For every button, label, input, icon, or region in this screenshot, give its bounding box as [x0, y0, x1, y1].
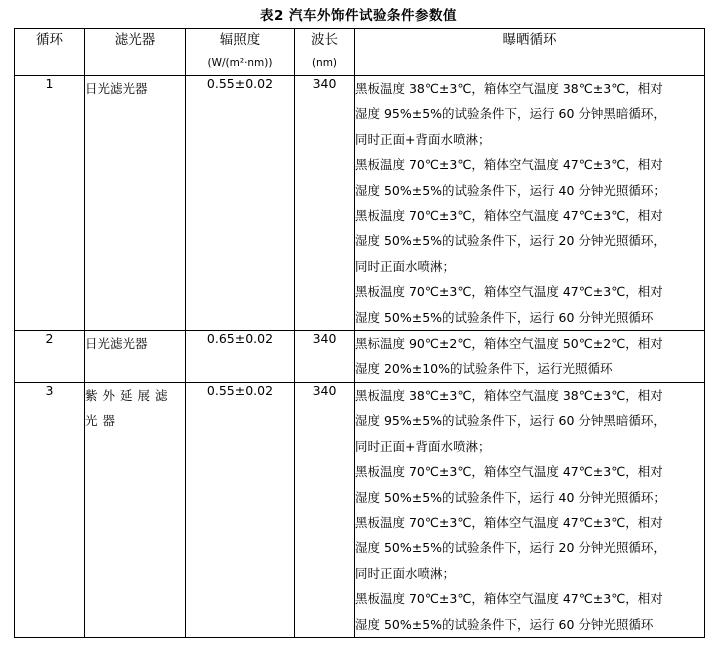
- exposure-line: 湿度 50%±5%的试验条件下，运行 20 分钟光照循环，: [355, 233, 666, 249]
- exposure-line: 同时正面+背面水喷淋；: [355, 438, 491, 454]
- exposure-line: 黑板温度 38℃±3℃，箱体空气温度 38℃±3℃，相对: [355, 81, 663, 96]
- exposure-line: 湿度 95%±5%的试验条件下，运行 60 分钟黑暗循环，: [355, 413, 666, 429]
- cell-filter: 日光滤光器: [85, 331, 186, 383]
- table-row: [15, 382, 705, 637]
- header-wavelength-unit: (nm): [311, 57, 338, 69]
- cell-exposure: [355, 76, 705, 331]
- exposure-line: 同时正面水喷淋；: [355, 565, 456, 581]
- cell-filter: 紫外延展滤光器: [85, 382, 186, 637]
- header-irradiance-unit: (W/(m²·nm)): [207, 57, 273, 69]
- exposure-line: 湿度 50%±5%的试验条件下，运行 20 分钟光照循环，: [355, 540, 666, 556]
- cell-cycle: 3: [15, 382, 85, 637]
- exposure-line: 湿度 50%±5%的试验条件下，运行 60 分钟光照循环: [355, 309, 654, 325]
- table-header: [15, 29, 705, 76]
- exposure-line: 湿度 95%±5%的试验条件下，运行 60 分钟黑暗循环，: [355, 106, 666, 122]
- exposure-line: 黑板温度 70℃±3℃，箱体空气温度 47℃±3℃，相对: [355, 284, 663, 300]
- exposure-line: 同时正面水喷淋；: [355, 258, 456, 274]
- cell-wavelength: 340: [295, 331, 355, 383]
- cell-exposure: [355, 382, 705, 637]
- cell-cycle: 1: [15, 76, 85, 331]
- table-row: [15, 76, 705, 331]
- table-title: 表2 汽车外饰件试验条件参数值: [259, 8, 458, 24]
- parameter-table: [14, 28, 705, 638]
- exposure-line: 湿度 20%±10%的试验条件下，运行光照循环: [355, 361, 613, 377]
- exposure-line: 湿度 50%±5%的试验条件下，运行 40 分钟光照循环；: [355, 489, 666, 505]
- exposure-line: 黑板温度 70℃±3℃，箱体空气温度 47℃±3℃，相对: [355, 514, 663, 530]
- exposure-line: 黑板温度 38℃±3℃，箱体空气温度 38℃±3℃，相对: [355, 387, 663, 403]
- exposure-line: 湿度 50%±5%的试验条件下，运行 40 分钟光照循环；: [355, 182, 666, 198]
- exposure-line: 同时正面+背面水喷淋；: [355, 131, 491, 147]
- header-irradiance: 辐照度 (W/(m²·nm)): [186, 29, 295, 76]
- header-filter: 滤光器: [85, 29, 186, 76]
- cell-wavelength: 340: [295, 382, 355, 637]
- exposure-line: 黑板温度 70℃±3℃，箱体空气温度 47℃±3℃，相对: [355, 591, 663, 607]
- table-row: [15, 331, 705, 383]
- exposure-line: 黑板温度 70℃±3℃，箱体空气温度 47℃±3℃，相对: [355, 157, 663, 173]
- header-exposure: 曝晒循环: [355, 29, 705, 76]
- exposure-line: 黑板温度 70℃±3℃，箱体空气温度 47℃±3℃，相对: [355, 464, 663, 480]
- cell-wavelength: 340: [295, 76, 355, 331]
- header-wavelength: 波长 (nm): [295, 29, 355, 76]
- header-cycle: 循环: [15, 29, 85, 76]
- cell-irradiance: 0.55±0.02: [186, 382, 295, 637]
- cell-exposure: [355, 331, 705, 383]
- exposure-line: 黑板温度 70℃±3℃，箱体空气温度 47℃±3℃，相对: [355, 208, 663, 224]
- cell-irradiance: 0.65±0.02: [186, 331, 295, 383]
- cell-filter: 日光滤光器: [85, 76, 186, 331]
- cell-irradiance: 0.55±0.02: [186, 76, 295, 331]
- cell-cycle: 2: [15, 331, 85, 383]
- exposure-line: 湿度 50%±5%的试验条件下，运行 60 分钟光照循环: [355, 616, 654, 632]
- exposure-line: 黑标温度 90℃±2℃，箱体空气温度 50℃±2℃，相对: [355, 336, 663, 352]
